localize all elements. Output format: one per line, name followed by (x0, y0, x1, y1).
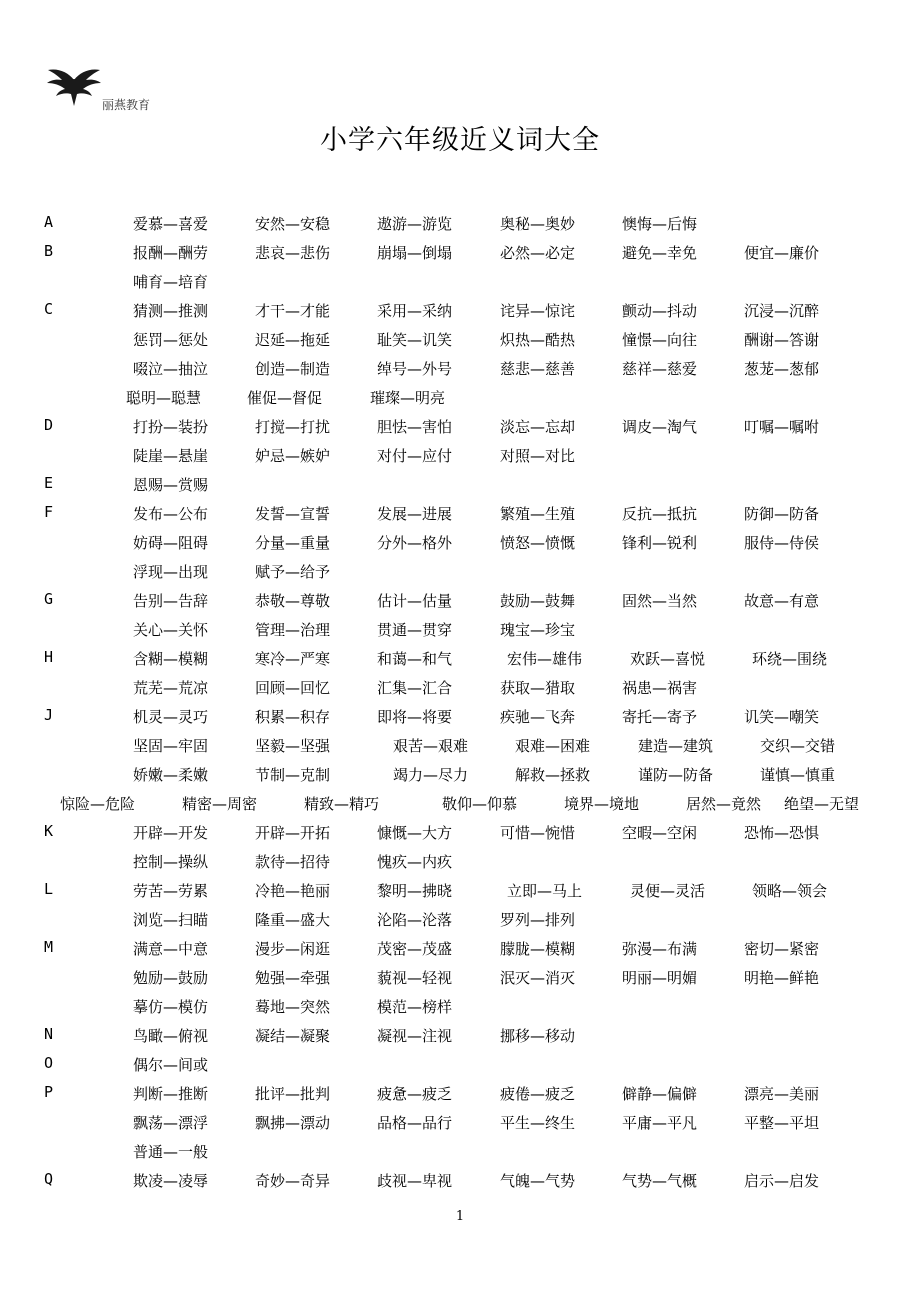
synonym-pair: 艰苦—艰难 (393, 737, 469, 755)
synonym-pair: 颤动—抖动 (622, 302, 698, 320)
synonym-pair: 劳苦—劳累 (133, 882, 209, 900)
synonym-pair: 鼓励—鼓舞 (500, 592, 576, 610)
synonym-pair: 坚固—牢固 (133, 737, 209, 755)
synonym-pair: 朦胧—模糊 (500, 940, 576, 958)
synonym-pair: 葱茏—葱郁 (744, 360, 820, 378)
synonym-row (0, 1021, 920, 1050)
synonym-pair: 僻静—偏僻 (622, 1085, 698, 1103)
synonym-pair: 勉励—鼓励 (133, 969, 209, 987)
synonym-pair: 疾驰—飞奔 (500, 708, 576, 726)
synonym-pair: 叮嘱—嘱咐 (744, 418, 820, 436)
synonym-pair: 漫步—闲逛 (255, 940, 331, 958)
synonym-pair: 获取—猎取 (500, 679, 576, 697)
synonym-pair: 憧憬—向往 (622, 331, 698, 349)
section-letter: F (44, 503, 54, 521)
synonym-row (0, 963, 920, 992)
synonym-pair: 明艳—鲜艳 (744, 969, 820, 987)
synonym-pair: 鸟瞰—俯视 (133, 1027, 209, 1045)
synonym-pair: 发誓—宣誓 (255, 505, 331, 523)
synonym-pair: 发展—进展 (377, 505, 453, 523)
page-number: 1 (455, 1209, 465, 1224)
synonym-pair: 绰号—外号 (377, 360, 453, 378)
synonym-pair: 关心—关怀 (133, 621, 209, 639)
synonym-pair: 愧疚—内疚 (377, 853, 453, 871)
synonym-row (0, 644, 920, 673)
synonym-pair: 满意—中意 (133, 940, 209, 958)
synonym-pair: 积累—积存 (255, 708, 331, 726)
synonym-pair: 回顾—回忆 (255, 679, 331, 697)
synonym-pair: 报酬—酬劳 (133, 244, 209, 262)
synonym-pair: 寒冷—严寒 (255, 650, 331, 668)
synonym-pair: 境界—境地 (564, 795, 640, 813)
synonym-pair: 密切—紧密 (744, 940, 820, 958)
synonym-pair: 蓦地—突然 (255, 998, 331, 1016)
page-title: 小学六年级近义词大全 (320, 125, 600, 156)
synonym-pair: 荒芜—荒凉 (133, 679, 209, 697)
synonym-pair: 避免—幸免 (622, 244, 698, 262)
synonym-pair: 启示—启发 (744, 1172, 820, 1190)
synonym-row (0, 1050, 920, 1079)
synonym-pair: 胆怯—害怕 (377, 418, 453, 436)
synonym-pair: 寄托—寄予 (622, 708, 698, 726)
synonym-pair: 平生—终生 (500, 1114, 576, 1132)
synonym-pair: 奇妙—奇异 (255, 1172, 331, 1190)
synonym-pair: 竭力—尽力 (393, 766, 469, 784)
synonym-pair: 猜测—推测 (133, 302, 209, 320)
synonym-pair: 反抗—抵抗 (622, 505, 698, 523)
synonym-pair: 模范—榜样 (377, 998, 453, 1016)
synonym-pair: 调皮—淘气 (622, 418, 698, 436)
synonym-pair: 绝望—无望 (784, 795, 860, 813)
synonym-row (0, 905, 920, 934)
synonym-pair: 防御—防备 (744, 505, 820, 523)
synonym-row (0, 528, 920, 557)
synonym-pair: 精密—周密 (182, 795, 258, 813)
synonym-pair: 固然—当然 (622, 592, 698, 610)
synonym-pair: 聪明—聪慧 (126, 389, 202, 407)
synonym-pair: 讥笑—嘲笑 (744, 708, 820, 726)
synonym-pair: 气魄—气势 (500, 1172, 576, 1190)
synonym-row (0, 615, 920, 644)
synonym-pair: 遨游—游览 (377, 215, 453, 233)
synonym-pair: 赋予—给予 (255, 563, 331, 581)
synonym-pair: 凝视—注视 (377, 1027, 453, 1045)
synonym-row (0, 441, 920, 470)
synonym-pair: 创造—制造 (255, 360, 331, 378)
eagle-logo-icon (44, 66, 104, 110)
synonym-pair: 便宜—廉价 (744, 244, 820, 262)
synonym-pair: 开辟—开拓 (255, 824, 331, 842)
synonym-pair: 偶尔—间或 (133, 1056, 209, 1074)
synonym-pair: 祸患—祸害 (622, 679, 698, 697)
synonym-pair: 妨碍—阻碍 (133, 534, 209, 552)
section-letter: D (44, 416, 54, 434)
synonym-pair: 恭敬—尊敬 (255, 592, 331, 610)
synonym-pair: 告别—告辞 (133, 592, 209, 610)
section-letter: O (44, 1054, 54, 1072)
synonym-pair: 炽热—酷热 (500, 331, 576, 349)
synonym-pair: 藐视—轻视 (377, 969, 453, 987)
synonym-pair: 服侍—侍侯 (744, 534, 820, 552)
synonym-pair: 宏伟—雄伟 (507, 650, 583, 668)
synonym-pair: 挪移—移动 (500, 1027, 576, 1045)
synonym-row (0, 238, 920, 267)
synonym-pair: 陡崖—悬崖 (133, 447, 209, 465)
synonym-pair: 隆重—盛大 (255, 911, 331, 929)
synonym-pair: 品格—品行 (377, 1114, 453, 1132)
synonym-pair: 估计—估量 (377, 592, 453, 610)
brand-name: 丽燕教育 (102, 98, 151, 112)
synonym-pair: 惊险—危险 (60, 795, 136, 813)
synonym-list (0, 209, 920, 1195)
synonym-row (0, 586, 920, 615)
synonym-pair: 飘拂—漂动 (255, 1114, 331, 1132)
synonym-row (0, 1079, 920, 1108)
synonym-pair: 爱慕—喜爱 (133, 215, 209, 233)
synonym-pair: 明丽—明媚 (622, 969, 698, 987)
synonym-pair: 立即—马上 (507, 882, 583, 900)
synonym-pair: 勉强—牵强 (255, 969, 331, 987)
synonym-pair: 交织—交错 (760, 737, 836, 755)
synonym-pair: 欢跃—喜悦 (630, 650, 706, 668)
synonym-pair: 催促—督促 (247, 389, 323, 407)
synonym-pair: 漂亮—美丽 (744, 1085, 820, 1103)
synonym-pair: 沉浸—沉醉 (744, 302, 820, 320)
synonym-row (0, 1137, 920, 1166)
section-letter: H (44, 648, 54, 666)
synonym-row (0, 1166, 920, 1195)
synonym-pair: 对照—对比 (500, 447, 576, 465)
synonym-pair: 弥漫—布满 (622, 940, 698, 958)
synonym-pair: 开辟—开发 (133, 824, 209, 842)
synonym-pair: 必然—必定 (500, 244, 576, 262)
synonym-pair: 空暇—空闲 (622, 824, 698, 842)
section-letter: N (44, 1025, 54, 1043)
section-letter: L (44, 880, 54, 898)
synonym-pair: 诧异—惊诧 (500, 302, 576, 320)
synonym-pair: 浮现—出现 (133, 563, 209, 581)
synonym-pair: 耻笑—讥笑 (377, 331, 453, 349)
synonym-pair: 批评—批判 (255, 1085, 331, 1103)
section-letter: G (44, 590, 54, 608)
synonym-row (0, 789, 920, 818)
synonym-row (0, 731, 920, 760)
synonym-pair: 环绕—围绕 (752, 650, 828, 668)
synonym-pair: 管理—治理 (255, 621, 331, 639)
synonym-pair: 迟延—拖延 (255, 331, 331, 349)
synonym-pair: 惩罚—惩处 (133, 331, 209, 349)
section-letter: E (44, 474, 54, 492)
synonym-pair: 哺育—培育 (133, 273, 209, 291)
synonym-pair: 慈悲—慈善 (500, 360, 576, 378)
synonym-pair: 灵便—灵活 (630, 882, 706, 900)
synonym-pair: 领略—领会 (752, 882, 828, 900)
synonym-pair: 解救—拯救 (515, 766, 591, 784)
synonym-pair: 贯通—贯穿 (377, 621, 453, 639)
synonym-pair: 泯灭—消灭 (500, 969, 576, 987)
synonym-row (0, 499, 920, 528)
section-letter: P (44, 1083, 54, 1101)
synonym-pair: 茂密—茂盛 (377, 940, 453, 958)
synonym-pair: 平整—平坦 (744, 1114, 820, 1132)
synonym-pair: 采用—采纳 (377, 302, 453, 320)
synonym-pair: 才干—才能 (255, 302, 331, 320)
synonym-pair: 罗列—排列 (500, 911, 576, 929)
synonym-row (0, 1108, 920, 1137)
synonym-pair: 娇嫩—柔嫩 (133, 766, 209, 784)
synonym-pair: 分外—格外 (377, 534, 453, 552)
synonym-pair: 故意—有意 (744, 592, 820, 610)
section-letter: J (44, 706, 54, 724)
synonym-pair: 判断—推断 (133, 1085, 209, 1103)
synonym-pair: 和蔼—和气 (377, 650, 453, 668)
synonym-pair: 懊悔—后悔 (622, 215, 698, 233)
synonym-pair: 恩赐—赏赐 (133, 476, 209, 494)
synonym-pair: 疲倦—疲乏 (500, 1085, 576, 1103)
synonym-row (0, 760, 920, 789)
synonym-pair: 含糊—模糊 (133, 650, 209, 668)
synonym-pair: 敬仰—仰慕 (442, 795, 518, 813)
synonym-pair: 控制—操纵 (133, 853, 209, 871)
synonym-row (0, 296, 920, 325)
synonym-row (0, 209, 920, 238)
synonym-row (0, 673, 920, 702)
synonym-pair: 精致—精巧 (304, 795, 380, 813)
synonym-pair: 发布—公布 (133, 505, 209, 523)
synonym-pair: 疲惫—疲乏 (377, 1085, 453, 1103)
synonym-pair: 机灵—灵巧 (133, 708, 209, 726)
section-letter: A (44, 213, 54, 231)
synonym-pair: 安然—安稳 (255, 215, 331, 233)
synonym-pair: 冷艳—艳丽 (255, 882, 331, 900)
synonym-pair: 浏览—扫瞄 (133, 911, 209, 929)
synonym-pair: 璀璨—明亮 (370, 389, 446, 407)
synonym-pair: 慈祥—慈爱 (622, 360, 698, 378)
synonym-pair: 沦陷—沦落 (377, 911, 453, 929)
synonym-row (0, 354, 920, 383)
section-letter: C (44, 300, 54, 318)
synonym-pair: 酬谢—答谢 (744, 331, 820, 349)
synonym-pair: 坚毅—坚强 (255, 737, 331, 755)
synonym-row (0, 557, 920, 586)
synonym-pair: 黎明—拂晓 (377, 882, 453, 900)
synonym-pair: 对付—应付 (377, 447, 453, 465)
synonym-row (0, 267, 920, 296)
synonym-pair: 节制—克制 (255, 766, 331, 784)
synonym-row (0, 470, 920, 499)
synonym-pair: 谨慎—慎重 (760, 766, 836, 784)
synonym-pair: 妒忌—嫉妒 (255, 447, 331, 465)
synonym-pair: 飘荡—漂浮 (133, 1114, 209, 1132)
synonym-pair: 分量—重量 (255, 534, 331, 552)
synonym-row (0, 383, 920, 412)
synonym-row (0, 876, 920, 905)
synonym-row (0, 702, 920, 731)
synonym-pair: 崩塌—倒塌 (377, 244, 453, 262)
synonym-pair: 歧视—卑视 (377, 1172, 453, 1190)
synonym-pair: 欺凌—凌辱 (133, 1172, 209, 1190)
synonym-pair: 愤怒—愤慨 (500, 534, 576, 552)
synonym-pair: 气势—气概 (622, 1172, 698, 1190)
synonym-pair: 即将—将要 (377, 708, 453, 726)
synonym-pair: 淡忘—忘却 (500, 418, 576, 436)
synonym-pair: 汇集—汇合 (377, 679, 453, 697)
synonym-row (0, 818, 920, 847)
synonym-row (0, 992, 920, 1021)
synonym-row (0, 847, 920, 876)
synonym-pair: 凝结—凝聚 (255, 1027, 331, 1045)
synonym-pair: 普通—一般 (133, 1143, 209, 1161)
synonym-pair: 可惜—惋惜 (500, 824, 576, 842)
synonym-pair: 恐怖—恐惧 (744, 824, 820, 842)
synonym-pair: 艰难—困难 (515, 737, 591, 755)
synonym-pair: 摹仿—模仿 (133, 998, 209, 1016)
synonym-row (0, 325, 920, 354)
synonym-pair: 平庸—平凡 (622, 1114, 698, 1132)
synonym-pair: 款待—招待 (255, 853, 331, 871)
section-letter: Q (44, 1170, 54, 1188)
synonym-row (0, 934, 920, 963)
synonym-pair: 慷慨—大方 (377, 824, 453, 842)
synonym-row (0, 412, 920, 441)
synonym-pair: 悲哀—悲伤 (255, 244, 331, 262)
synonym-pair: 锋利—锐利 (622, 534, 698, 552)
section-letter: K (44, 822, 54, 840)
synonym-pair: 繁殖—生殖 (500, 505, 576, 523)
section-letter: B (44, 242, 54, 260)
synonym-pair: 打扮—装扮 (133, 418, 209, 436)
section-letter: M (44, 938, 54, 956)
synonym-pair: 谨防—防备 (638, 766, 714, 784)
synonym-pair: 居然—竟然 (686, 795, 762, 813)
synonym-pair: 奥秘—奥妙 (500, 215, 576, 233)
synonym-pair: 啜泣—抽泣 (133, 360, 209, 378)
synonym-pair: 打搅—打扰 (255, 418, 331, 436)
synonym-pair: 瑰宝—珍宝 (500, 621, 576, 639)
synonym-pair: 建造—建筑 (638, 737, 714, 755)
